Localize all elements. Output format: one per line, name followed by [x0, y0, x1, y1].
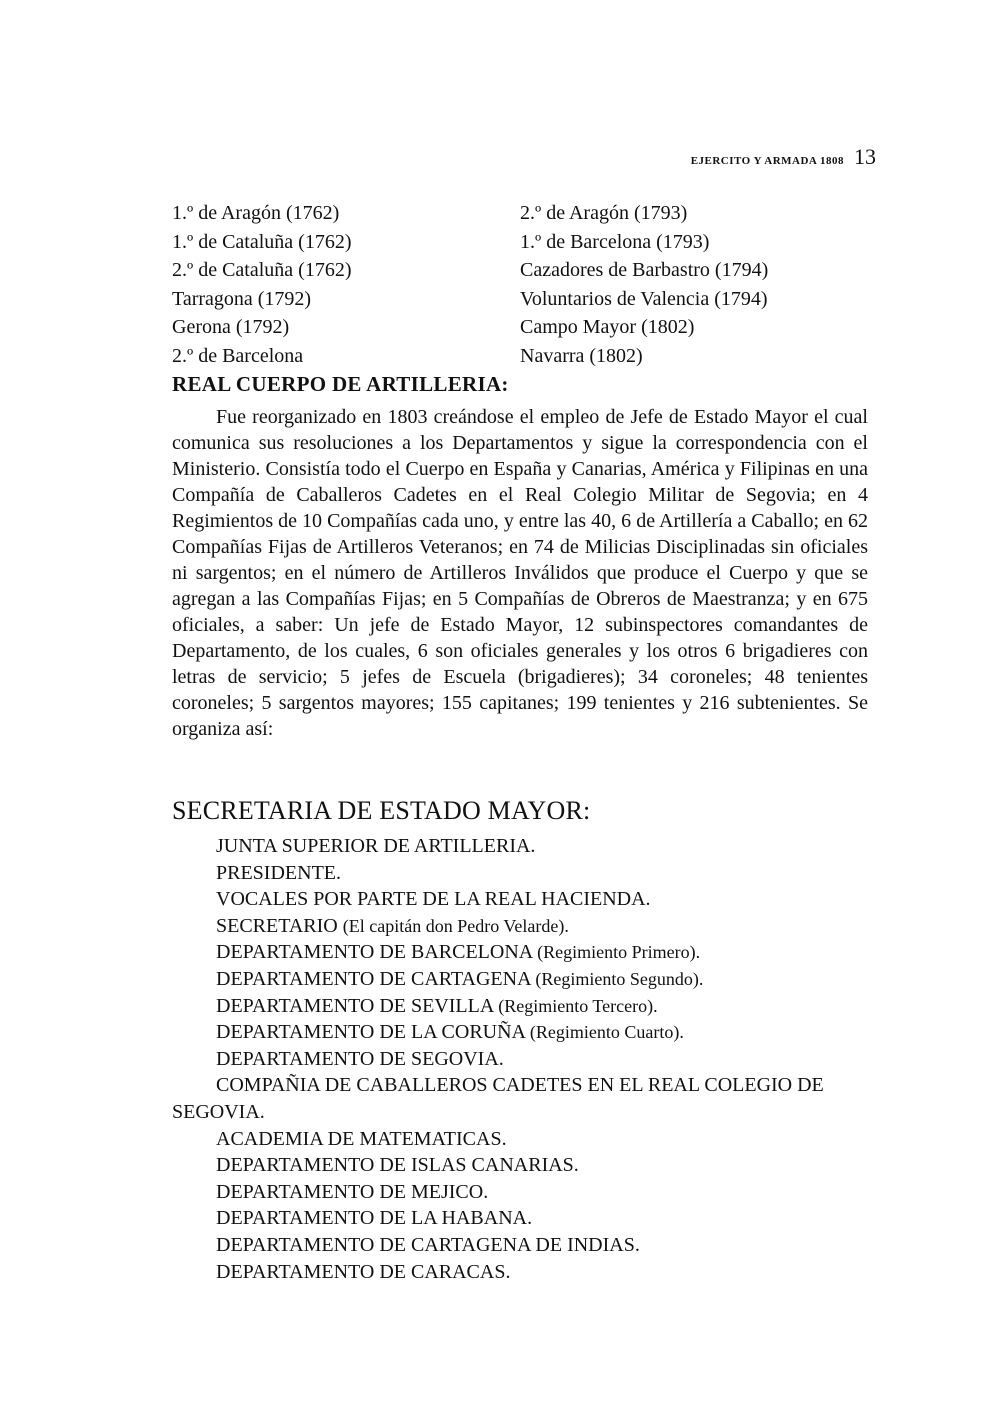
list-item [172, 1179, 892, 1206]
running-title: EJERCITO Y ARMADA 1808 [690, 155, 844, 167]
list-item [172, 860, 892, 887]
list-item [172, 1205, 892, 1232]
entry-main: DEPARTAMENTO DE CARTAGENA [216, 967, 531, 990]
entry-note: (Regimiento Cuarto). [529, 1022, 684, 1043]
entry-main: DEPARTAMENTO DE LA HABANA. [216, 1207, 533, 1230]
department-list [172, 833, 892, 1285]
entry-main: COMPAÑIA DE CABALLEROS CADETES EN EL REAL COLEGIO DE SEGOVIA. [172, 1074, 824, 1123]
entry-main: DEPARTAMENTO DE CARACAS. [216, 1260, 511, 1283]
regiment-item: 2.º de Barcelona [172, 344, 304, 367]
list-item [172, 993, 892, 1020]
section-heading-artilleria: REAL CUERPO DE ARTILLERIA: [172, 372, 509, 396]
list-item [172, 939, 892, 966]
list-item [172, 1072, 892, 1125]
entry-main: DEPARTAMENTO DE BARCELONA [216, 941, 533, 964]
entry-main: PRESIDENTE. [216, 861, 341, 884]
regiment-item: Navarra (1802) [520, 344, 643, 367]
regiment-item: Tarragona (1792) [172, 287, 312, 310]
entry-note: (El capitán don Pedro Velarde). [342, 915, 569, 936]
list-item [172, 1232, 892, 1259]
entry-main: SECRETARIO [216, 914, 338, 937]
secretaria-heading: SECRETARIA DE ESTADO MAYOR: [172, 796, 591, 825]
regiment-item: Campo Mayor (1802) [520, 316, 695, 338]
entry-main: DEPARTAMENTO DE SEGOVIA. [216, 1047, 504, 1070]
regiment-list-right [520, 199, 768, 370]
entry-main: DEPARTAMENTO DE SEVILLA [216, 994, 494, 1017]
page-number: 13 [854, 144, 876, 169]
entry-main: ACADEMIA DE MATEMATICAS. [216, 1127, 507, 1150]
entry-main: VOCALES POR PARTE DE LA REAL HACIENDA. [216, 888, 651, 911]
regiment-item: 1.º de Cataluña (1762) [172, 230, 352, 253]
list-item [172, 966, 892, 993]
list-item [172, 1019, 892, 1046]
list-item [172, 833, 892, 860]
list-item [172, 1126, 892, 1153]
regiment-item: 2.º de Aragón (1793) [520, 202, 688, 224]
entry-note: (Regimiento Segundo). [535, 968, 704, 989]
regiment-item: 2.º de Cataluña (1762) [172, 259, 352, 281]
regiment-item: Cazadores de Barbastro (1794) [520, 259, 769, 281]
list-item [172, 1152, 892, 1179]
running-header [600, 144, 876, 170]
entry-main: JUNTA SUPERIOR DE ARTILLERIA. [216, 835, 536, 857]
list-item [172, 913, 892, 940]
entry-main: DEPARTAMENTO DE LA CORUÑA [216, 1021, 525, 1044]
regiment-list-left [172, 199, 351, 370]
entry-main: DEPARTAMENTO DE MEJICO. [216, 1180, 489, 1203]
regiment-item: Voluntarios de Valencia (1794) [520, 287, 768, 310]
list-item [172, 1259, 892, 1286]
entry-note: (Regimiento Tercero). [498, 995, 658, 1016]
entry-note: (Regimiento Primero). [537, 942, 701, 963]
entry-main: DEPARTAMENTO DE ISLAS CANARIAS. [216, 1154, 579, 1177]
list-item [172, 1046, 892, 1073]
regiment-item: 1.º de Barcelona (1793) [520, 230, 710, 253]
list-item [172, 886, 892, 913]
entry-main: DEPARTAMENTO DE CARTAGENA DE INDIAS. [216, 1233, 640, 1256]
regiment-item: Gerona (1792) [172, 316, 290, 338]
regiment-item: 1.º de Aragón (1762) [172, 202, 340, 224]
body-paragraph: Fue reorganizado en 1803 creándose el empleo de Jefe de Estado Mayor el cual comunica sus resoluciones a los Departamentos y sigue la correspondencia con el Ministerio. Consistía todo el Cuerpo en España y Canarias, América y Filipinas en una Compañía de Caballeros Cadetes en el Real Colegio Militar de Segovia; en 4 Regimientos de 10 Compañías cada uno, y entre las 40, 6 de Artillería a Caballo; en 62 Compañías Fijas de Artilleros Veteranos; en 74 de Milicias Disciplinadas sin oficiales ni sargentos; en el número de Artilleros Inválidos que produce el Cuerpo y que se agregan a las Compañías Fijas; en 5 Compañías de Obreros de Maestranza; y en 675 oficiales, a saber: Un jefe de Estado Mayor, 12 subinspectores comandantes de Departamento, de los cuales, 6 son oficiales generales y los otros 6 brigadieres con letras de servicio; 5 jefes de Escuela (brigadieres); 34 coroneles; 48 tenientes coroneles; 5 sargentos mayores; 155 capitanes; 199 tenientes y 216 subtenientes. Se organiza así: [172, 406, 868, 740]
